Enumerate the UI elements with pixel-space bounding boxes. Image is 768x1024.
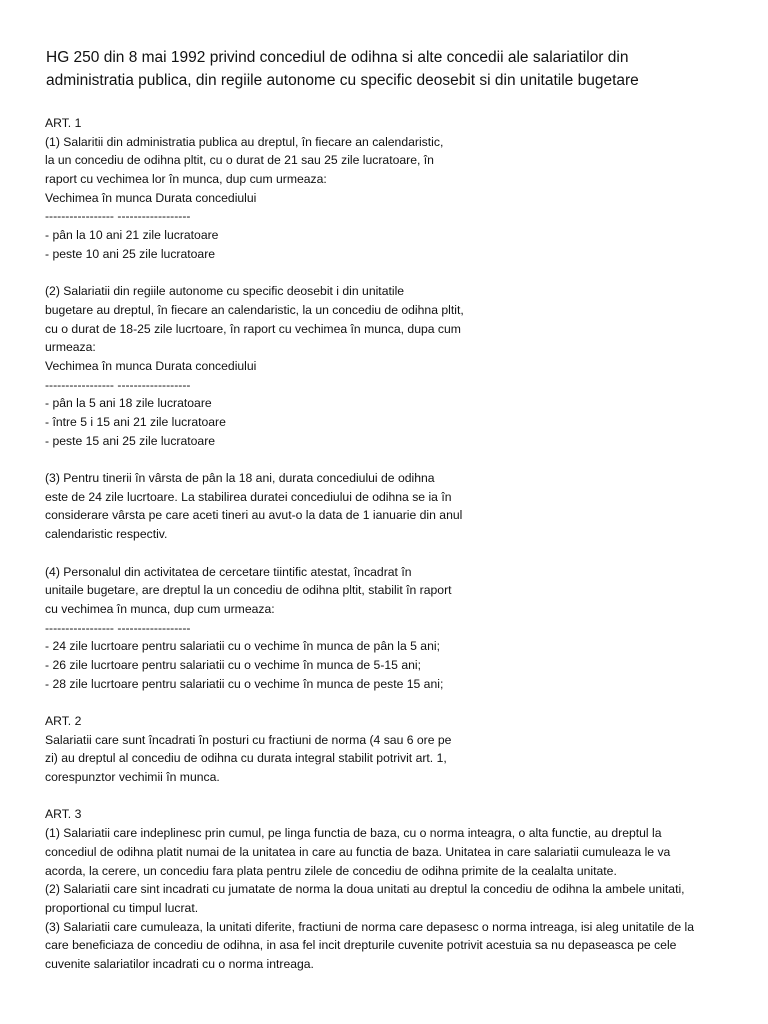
paragraph-gap	[45, 264, 745, 283]
article-1-para-4	[45, 563, 745, 694]
text-line: raport cu vechimea lor în munca, dup cum urmeaza:	[45, 172, 327, 187]
article-2	[45, 712, 745, 787]
text-line: unitaile bugetare, are dreptul la un concediu de odihna pltit, stabilit în raport	[45, 583, 452, 598]
text-line: cuvenite salariatilor incadrati cu o norma intreaga.	[45, 956, 314, 971]
text-line: este de 24 zile lucrtoare. La stabilirea duratei concediului de odihna se ia în	[45, 489, 452, 504]
table-separator: ----------------- ------------------	[45, 620, 191, 635]
article-heading: ART. 2	[45, 714, 82, 728]
table-header: Vechimea în munca Durata concediului	[45, 358, 257, 373]
list-item: - 26 zile lucrtoare pentru salariatii cu o vechime în munca de 5-15 ani;	[45, 657, 421, 672]
title-line: HG 250 din 8 mai 1992 privind concediul de odihna si alte concedii ale salariatilor din	[46, 49, 629, 66]
paragraph-gap	[45, 450, 745, 469]
table-separator: ----------------- ------------------	[45, 209, 191, 224]
table-header: Vechimea în munca Durata concediului	[45, 190, 257, 205]
table-separator: ----------------- ------------------	[45, 377, 191, 392]
text-line: (3) Salariatii care cumuleaza, la unitati diferite, fractiuni de norma care depasesc o norma intreaga, isi aleg unitatile de la	[45, 919, 694, 934]
text-line: (3) Pentru tinerii în vârsta de pân la 18 ani, durata concediului de odihna	[45, 471, 435, 486]
text-line: bugetare au dreptul, în fiecare an calendaristic, la un concediu de odihna pltit,	[45, 302, 464, 317]
paragraph-gap	[45, 693, 745, 712]
paragraph-gap	[45, 544, 745, 563]
list-item: - peste 10 ani 25 zile lucratoare	[45, 246, 216, 261]
text-line: calendaristic respectiv.	[45, 527, 168, 542]
text-line: care beneficiaza de concediu de odihna, in asa fel incit drepturile cuvenite potrivit acestuia sa nu depaseasca pe cele	[45, 938, 677, 953]
list-item: - 28 zile lucrtoare pentru salariatii cu o vechime în munca de peste 15 ani;	[45, 676, 444, 691]
text-line: concediul de odihna platit numai de la unitatea in care au functia de baza. Unitatea in care salariatii cumuleaza le va	[45, 844, 671, 859]
title-line: administratia publica, din regiile autonome cu specific deosebit si din unitatile bugetare	[46, 72, 639, 89]
document-title	[46, 46, 736, 92]
text-line: corespunztor vechimii în munca.	[45, 770, 220, 785]
text-line: zi) au dreptul al concediu de odihna cu durata integral stabilit potrivit art. 1,	[45, 751, 447, 766]
text-line: (2) Salariatii din regiile autonome cu specific deosebit i din unitatile	[45, 284, 405, 299]
article-1-para-2	[45, 282, 745, 450]
article-1-para-3	[45, 469, 745, 544]
text-line: cu vechimea în munca, dup cum urmeaza:	[45, 601, 275, 616]
text-line: (1) Salaritii din administratia publica au dreptul, în fiecare an calendaristic,	[45, 134, 444, 149]
text-line: (4) Personalul din activitatea de cercetare tiintific atestat, încadrat în	[45, 564, 412, 579]
text-line: (1) Salariatii care indeplinesc prin cumul, pe linga functia de baza, cu o norma inteagra, o alta functie, au dreptul la	[45, 826, 662, 841]
article-heading: ART. 1	[45, 116, 82, 130]
text-line: urmeaza:	[45, 340, 96, 355]
list-item: - peste 15 ani 25 zile lucratoare	[45, 433, 216, 448]
text-line: (2) Salariatii care sint incadrati cu jumatate de norma la doua unitati au dreptul la concediu de odihna la ambele unitati,	[45, 882, 685, 897]
text-line: Salariatii care sunt încadrati în posturi cu fractiuni de norma (4 sau 6 ore pe	[45, 732, 452, 747]
article-1-para-1	[45, 114, 745, 264]
text-line: considerare vârsta pe care aceti tineri au avut-o la data de 1 ianuarie din anul	[45, 508, 463, 523]
article-3	[45, 805, 745, 973]
paragraph-gap	[45, 787, 745, 806]
document-body	[45, 114, 745, 974]
text-line: proportional cu timpul lucrat.	[45, 900, 199, 915]
list-item: - pân la 10 ani 21 zile lucratoare	[45, 228, 219, 243]
list-item: - între 5 i 15 ani 21 zile lucratoare	[45, 415, 226, 429]
list-item: - pân la 5 ani 18 zile lucratoare	[45, 396, 212, 411]
text-line: la un concediu de odihna pltit, cu o durat de 21 sau 25 zile lucratoare, în	[45, 153, 434, 168]
article-heading: ART. 3	[45, 807, 82, 822]
list-item: - 24 zile lucrtoare pentru salariatii cu o vechime în munca de pân la 5 ani;	[45, 639, 440, 654]
text-line: cu o durat de 18-25 zile lucrtoare, în raport cu vechimea în munca, dupa cum	[45, 321, 461, 336]
text-line: acorda, la cerere, un concediu fara plata pentru zilele de concediu de odihna primite de la cealalta unitate.	[45, 863, 617, 878]
